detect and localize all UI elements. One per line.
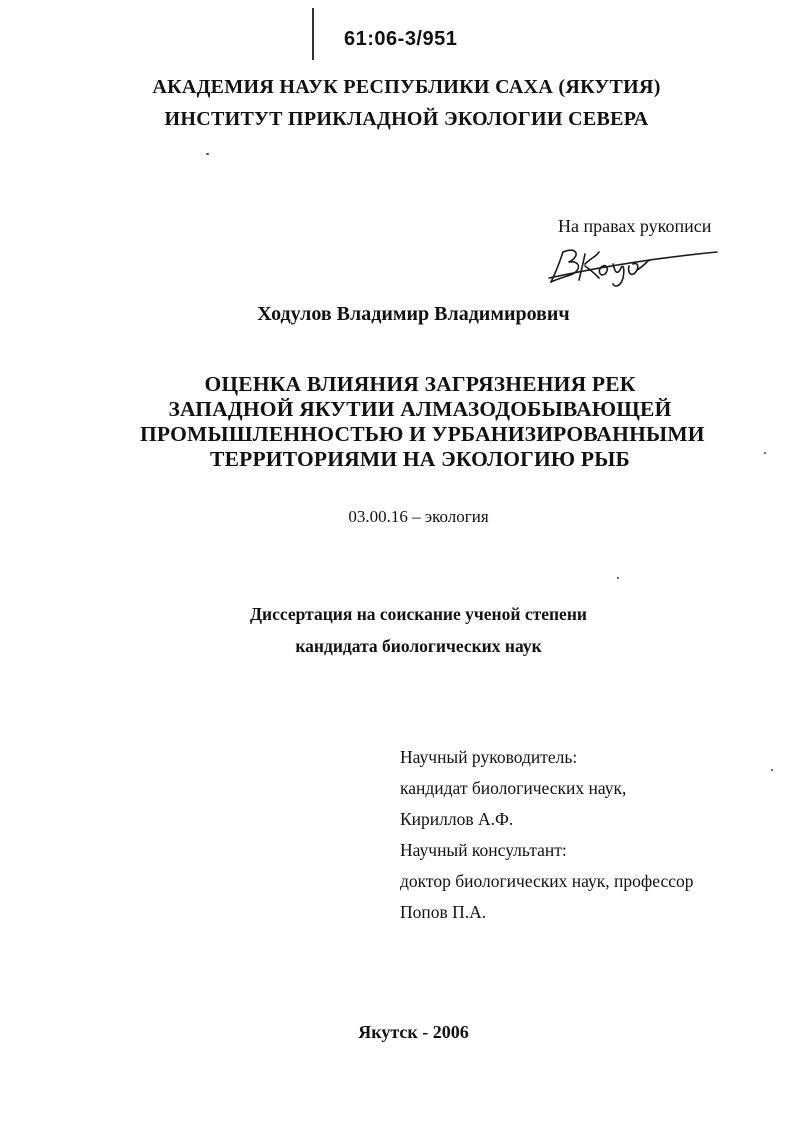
dissertation-title — [140, 372, 705, 472]
title-line: ПРОМЫШЛЕННОСТЬЮ И УРБАНИЗИРОВАННЫМИ — [140, 422, 705, 446]
advisor-line: Попов П.А. — [400, 902, 487, 922]
title-line: ТЕРРИТОРИЯМИ НА ЭКОЛОГИЮ РЫБ — [210, 447, 630, 471]
city-year: Якутск - 2006 — [358, 1022, 469, 1042]
scan-speck — [764, 452, 766, 454]
advisor-line: Научный консультант: — [400, 840, 567, 860]
handwritten-signature — [545, 238, 720, 290]
specialty-code: 03.00.16 – экология — [348, 507, 489, 526]
degree-line-2: кандидата биологических наук — [295, 636, 542, 656]
advisors-block — [400, 742, 693, 928]
advisor-line: доктор биологических наук, профессор — [400, 871, 694, 891]
title-line: ЗАПАДНОЙ ЯКУТИИ АЛМАЗОДОБЫВАЮЩЕЙ — [168, 397, 672, 421]
organization-institute: ИНСТИТУТ ПРИКЛАДНОЙ ЭКОЛОГИИ СЕВЕРА — [164, 108, 649, 130]
scan-speck — [617, 577, 619, 579]
author-name: Ходулов Владимир Владимирович — [257, 303, 570, 325]
advisor-line: Кириллов А.Ф. — [400, 809, 514, 829]
manuscript-rights-note: На правах рукописи — [558, 216, 712, 236]
title-line: ОЦЕНКА ВЛИЯНИЯ ЗАГРЯЗНЕНИЯ РЕК — [204, 372, 636, 396]
scan-speck — [771, 769, 773, 771]
scan-speck — [206, 153, 209, 155]
advisor-line: кандидат биологических наук, — [400, 778, 627, 798]
archive-code: 61:06-3/951 — [344, 28, 458, 50]
scan-margin-line — [312, 8, 314, 60]
degree-line-1: Диссертация на соискание ученой степени — [250, 604, 587, 624]
organization-academy: АКАДЕМИЯ НАУК РЕСПУБЛИКИ САХА (ЯКУТИЯ) — [152, 76, 661, 98]
advisor-line: Научный руководитель: — [400, 747, 578, 767]
